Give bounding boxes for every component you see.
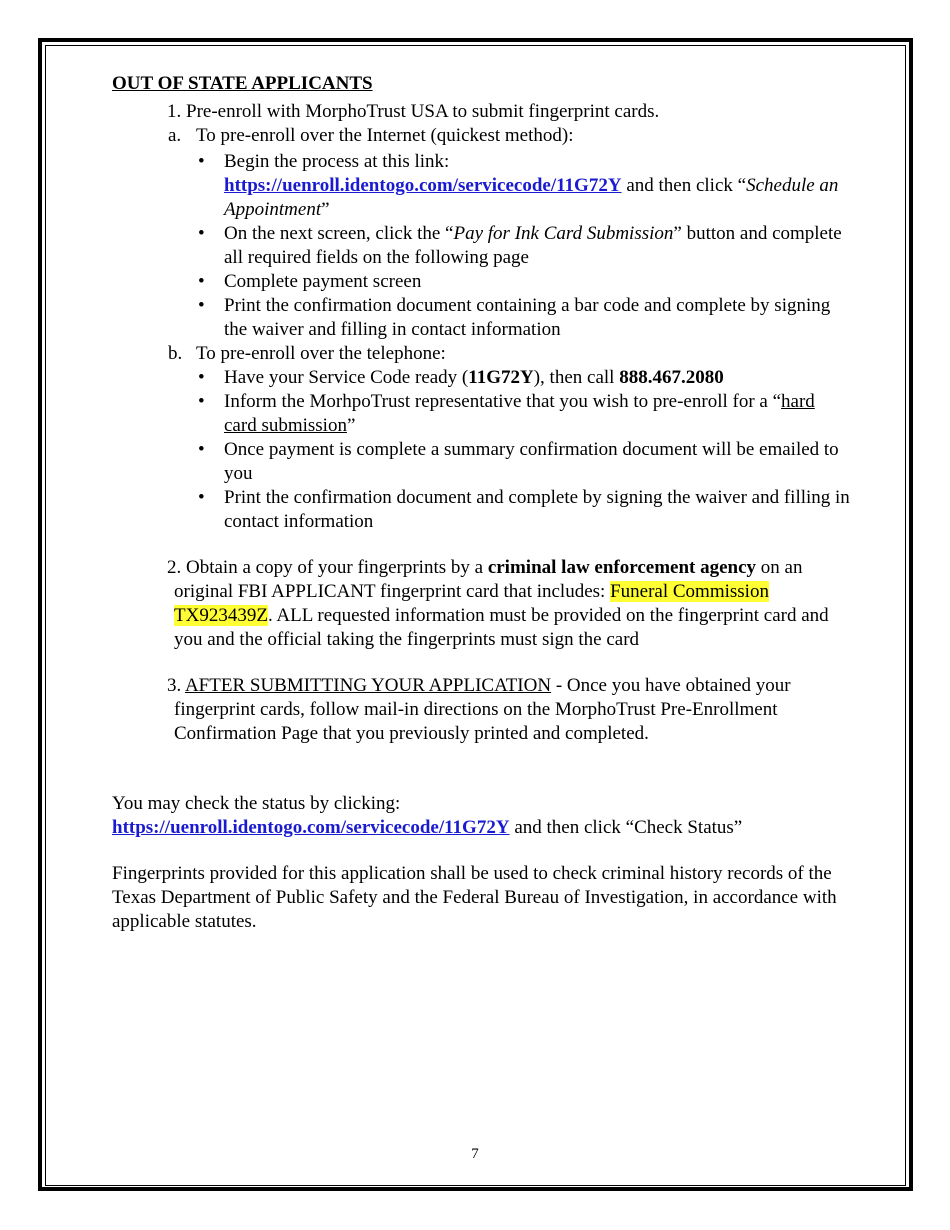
bullet-icon: • [198,295,205,316]
section-heading: OUT OF STATE APPLICANTS [112,73,373,94]
bullet-icon: • [198,487,205,508]
status-link[interactable]: https://uenroll.identogo.com/servicecode/11G72Y [112,817,510,838]
bullet-1b-4 [112,486,852,534]
step-3-number: 3. [167,675,182,696]
bullet-text: ), then call [533,367,620,388]
highlighted-text: Funeral Commission TX923439Z [174,581,769,626]
bullet-text: ” [321,199,330,220]
bullet-text: Inform the MorhpoTrust representative that you wish to pre-enroll for a “ [224,391,782,412]
bullet-text: Begin the process at this link: [224,151,450,172]
step-1-number: 1. [167,101,182,122]
bullet-underline: hard card submission [224,391,815,436]
bullet-text: ” button and complete all required fields on the following page [224,223,842,268]
bullet-text: On the next screen, click the “ [224,223,454,244]
step-3 [112,674,852,746]
step-1b-marker: b. [168,343,183,364]
bullet-text: Print the confirmation document and complete by signing the waiver and filling in contact information [224,487,850,532]
step-2 [112,556,852,652]
bullet-text: Print the confirmation document containing a bar code and complete by signing the waiver and filling in contact information [224,295,831,340]
status-text: and then click “Check Status” [509,817,743,838]
status-text: You may check the status by clicking: [112,793,401,814]
bullet-icon: • [198,223,205,244]
step-1a [112,124,852,148]
step-1a-marker: a. [168,125,182,146]
page-number: 7 [471,1146,479,1162]
step-1 [112,100,852,124]
step-1b-text: To pre-enroll over the telephone: [196,343,446,364]
bullet-1b-1 [112,366,852,390]
bullet-text: ” [346,415,356,436]
bullet-text: Complete payment screen [224,271,422,292]
bullet-icon: • [198,391,205,412]
bullet-1a-1 [112,150,852,222]
bullet-emphasis: Pay for Ink Card Submission [453,223,674,244]
step-2-number: 2. [167,557,182,578]
bullet-icon: • [198,439,205,460]
phone-number: 888.467.2080 [619,367,724,388]
bullet-emphasis: Schedule an Appointment [224,175,839,220]
bullet-text: and then click “ [621,175,747,196]
document-body [112,72,852,934]
status-paragraph [112,792,852,840]
disclosure-paragraph: Fingerprints provided for this application shall be used to check criminal history records of the Texas Department of Public Safety and the Federal Bureau of Investigation, in accordance with applicable statutes. [112,863,837,932]
step-text: . ALL requested information must be provided on the fingerprint card and you and the official taking the fingerprints must sign the card [174,605,829,650]
step-1-text: Pre-enroll with MorphoTrust USA to submit fingerprint cards. [186,101,660,122]
service-code: 11G72Y [468,367,534,388]
step-text: - Once you have obtained your fingerprint cards, follow mail-in directions on the MorphoTrust Pre-Enrollment Confirmation Page that you previously printed and completed. [174,675,791,744]
step-1a-text: To pre-enroll over the Internet (quickest method): [196,125,574,146]
bullet-icon: • [198,367,205,388]
bullet-icon: • [198,271,205,292]
bullet-1a-3 [112,270,852,294]
bullet-1b-3 [112,438,852,486]
step-text: on an original FBI APPLICANT fingerprint card that includes: [174,557,803,602]
step-1b [112,342,852,366]
bullet-icon: • [198,151,205,172]
enrollment-link[interactable]: https://uenroll.identogo.com/servicecode/11G72Y [224,175,622,196]
bullet-1a-2 [112,222,852,270]
step-text: Obtain a copy of your fingerprints by a [186,557,488,578]
step-underline: AFTER SUBMITTING YOUR APPLICATION [184,675,552,696]
bullet-1b-2 [112,390,852,438]
bullet-text: Have your Service Code ready ( [224,367,469,388]
bullet-text: Once payment is complete a summary confirmation document will be emailed to you [224,439,839,484]
step-emphasis: criminal law enforcement agency [487,557,757,578]
bullet-1a-4 [112,294,852,342]
